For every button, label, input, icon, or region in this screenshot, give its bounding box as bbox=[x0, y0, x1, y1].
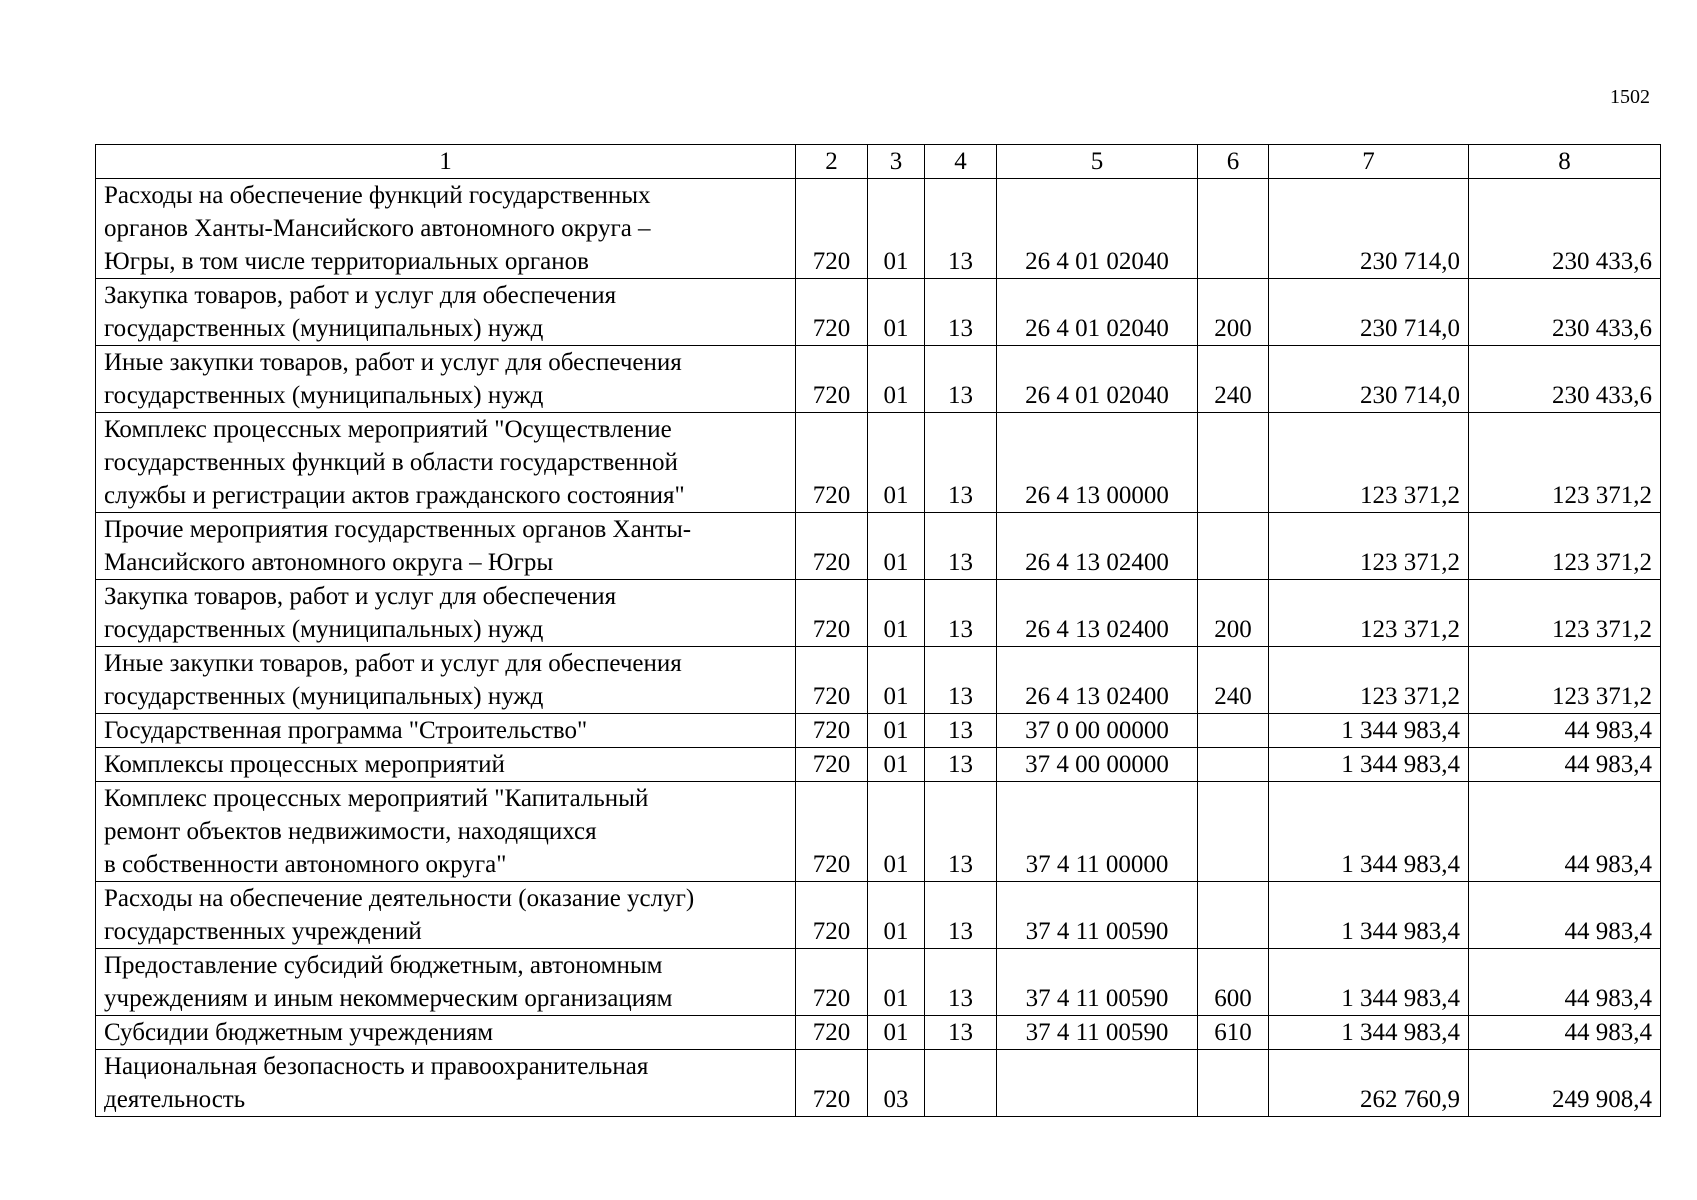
amount-2-cell: 249 908,4 bbox=[1469, 1050, 1661, 1117]
amount-1-cell: 123 371,2 bbox=[1269, 647, 1469, 714]
target-article-cell: 37 0 00 00000 bbox=[997, 714, 1198, 748]
section-code-cell: 03 bbox=[868, 1050, 925, 1117]
ved-code-cell: 720 bbox=[796, 647, 868, 714]
amount-1-cell: 123 371,2 bbox=[1269, 580, 1469, 647]
table-row bbox=[96, 1050, 1661, 1117]
target-article-cell: 26 4 13 02400 bbox=[997, 513, 1198, 580]
target-article-cell: 26 4 13 00000 bbox=[997, 413, 1198, 513]
section-code-cell: 01 bbox=[868, 782, 925, 882]
column-header-2: 2 bbox=[796, 145, 868, 179]
amount-2-cell: 44 983,4 bbox=[1469, 949, 1661, 1016]
target-article-cell: 26 4 01 02040 bbox=[997, 179, 1198, 279]
section-code-cell: 01 bbox=[868, 949, 925, 1016]
table-body bbox=[96, 179, 1661, 1117]
table-row bbox=[96, 513, 1661, 580]
section-code-cell: 01 bbox=[868, 413, 925, 513]
expense-type-cell bbox=[1198, 513, 1269, 580]
subsection-code-cell: 13 bbox=[925, 647, 997, 714]
expense-type-cell bbox=[1198, 1050, 1269, 1117]
ved-code-cell: 720 bbox=[796, 580, 868, 647]
amount-1-cell: 230 714,0 bbox=[1269, 279, 1469, 346]
column-header-6: 6 bbox=[1198, 145, 1269, 179]
budget-table bbox=[95, 144, 1661, 1117]
section-code-cell: 01 bbox=[868, 179, 925, 279]
row-name-cell: Иные закупки товаров, работ и услуг для обеспечения государственных (муниципальных) нужд bbox=[96, 647, 796, 714]
ved-code-cell: 720 bbox=[796, 949, 868, 1016]
target-article-cell: 26 4 01 02040 bbox=[997, 346, 1198, 413]
target-article-cell: 37 4 00 00000 bbox=[997, 748, 1198, 782]
subsection-code-cell bbox=[925, 1050, 997, 1117]
amount-1-cell: 1 344 983,4 bbox=[1269, 949, 1469, 1016]
section-code-cell: 01 bbox=[868, 1016, 925, 1050]
row-name-cell: Национальная безопасность и правоохранительная деятельность bbox=[96, 1050, 796, 1117]
section-code-cell: 01 bbox=[868, 714, 925, 748]
page-number: 1502 bbox=[1610, 86, 1650, 108]
ved-code-cell: 720 bbox=[796, 513, 868, 580]
target-article-cell: 26 4 13 02400 bbox=[997, 647, 1198, 714]
subsection-code-cell: 13 bbox=[925, 279, 997, 346]
table-row bbox=[96, 647, 1661, 714]
expense-type-cell bbox=[1198, 714, 1269, 748]
amount-2-cell: 123 371,2 bbox=[1469, 580, 1661, 647]
table-row bbox=[96, 748, 1661, 782]
row-name-cell: Расходы на обеспечение деятельности (оказание услуг) государственных учреждений bbox=[96, 882, 796, 949]
column-header-5: 5 bbox=[997, 145, 1198, 179]
amount-1-cell: 123 371,2 bbox=[1269, 413, 1469, 513]
amount-2-cell: 123 371,2 bbox=[1469, 513, 1661, 580]
table-row bbox=[96, 580, 1661, 647]
row-name-cell: Государственная программа "Строительство" bbox=[96, 714, 796, 748]
target-article-cell: 37 4 11 00000 bbox=[997, 782, 1198, 882]
row-name-cell: Комплексы процессных мероприятий bbox=[96, 748, 796, 782]
expense-type-cell bbox=[1198, 413, 1269, 513]
column-header-1: 1 bbox=[96, 145, 796, 179]
table-row bbox=[96, 714, 1661, 748]
row-name-cell: Предоставление субсидий бюджетным, автономным учреждениям и иным некоммерческим организациям bbox=[96, 949, 796, 1016]
row-name-cell: Комплекс процессных мероприятий "Капитальный ремонт объектов недвижимости, находящихся в собственности автономного округа" bbox=[96, 782, 796, 882]
amount-2-cell: 230 433,6 bbox=[1469, 179, 1661, 279]
amount-1-cell: 123 371,2 bbox=[1269, 513, 1469, 580]
row-name-cell: Комплекс процессных мероприятий "Осуществление государственных функций в области государственной службы и регистрации актов гражданского состояния" bbox=[96, 413, 796, 513]
section-code-cell: 01 bbox=[868, 748, 925, 782]
column-header-8: 8 bbox=[1469, 145, 1661, 179]
ved-code-cell: 720 bbox=[796, 279, 868, 346]
amount-1-cell: 230 714,0 bbox=[1269, 346, 1469, 413]
target-article-cell: 37 4 11 00590 bbox=[997, 949, 1198, 1016]
row-name-cell: Прочие мероприятия государственных органов Ханты- Мансийского автономного округа – Югры bbox=[96, 513, 796, 580]
expense-type-cell: 200 bbox=[1198, 279, 1269, 346]
amount-2-cell: 44 983,4 bbox=[1469, 882, 1661, 949]
amount-1-cell: 230 714,0 bbox=[1269, 179, 1469, 279]
row-name-cell: Субсидии бюджетным учреждениям bbox=[96, 1016, 796, 1050]
subsection-code-cell: 13 bbox=[925, 346, 997, 413]
row-name-cell: Иные закупки товаров, работ и услуг для обеспечения государственных (муниципальных) нужд bbox=[96, 346, 796, 413]
section-code-cell: 01 bbox=[868, 580, 925, 647]
amount-2-cell: 123 371,2 bbox=[1469, 413, 1661, 513]
amount-2-cell: 44 983,4 bbox=[1469, 748, 1661, 782]
ved-code-cell: 720 bbox=[796, 346, 868, 413]
section-code-cell: 01 bbox=[868, 346, 925, 413]
header-row bbox=[96, 145, 1661, 179]
target-article-cell bbox=[997, 1050, 1198, 1117]
row-name-cell: Расходы на обеспечение функций государственных органов Ханты-Мансийского автономного округа – Югры, в том числе территориальных органов bbox=[96, 179, 796, 279]
amount-2-cell: 44 983,4 bbox=[1469, 782, 1661, 882]
amount-1-cell: 262 760,9 bbox=[1269, 1050, 1469, 1117]
expense-type-cell: 200 bbox=[1198, 580, 1269, 647]
amount-2-cell: 230 433,6 bbox=[1469, 346, 1661, 413]
subsection-code-cell: 13 bbox=[925, 748, 997, 782]
table-row bbox=[96, 279, 1661, 346]
ved-code-cell: 720 bbox=[796, 1016, 868, 1050]
expense-type-cell: 240 bbox=[1198, 647, 1269, 714]
section-code-cell: 01 bbox=[868, 647, 925, 714]
table-row bbox=[96, 882, 1661, 949]
ved-code-cell: 720 bbox=[796, 882, 868, 949]
amount-2-cell: 44 983,4 bbox=[1469, 714, 1661, 748]
row-name-cell: Закупка товаров, работ и услуг для обеспечения государственных (муниципальных) нужд bbox=[96, 279, 796, 346]
row-name-cell: Закупка товаров, работ и услуг для обеспечения государственных (муниципальных) нужд bbox=[96, 580, 796, 647]
expense-type-cell: 610 bbox=[1198, 1016, 1269, 1050]
expense-type-cell bbox=[1198, 748, 1269, 782]
table-row bbox=[96, 413, 1661, 513]
amount-1-cell: 1 344 983,4 bbox=[1269, 1016, 1469, 1050]
amount-2-cell: 123 371,2 bbox=[1469, 647, 1661, 714]
subsection-code-cell: 13 bbox=[925, 1016, 997, 1050]
amount-1-cell: 1 344 983,4 bbox=[1269, 748, 1469, 782]
subsection-code-cell: 13 bbox=[925, 882, 997, 949]
subsection-code-cell: 13 bbox=[925, 782, 997, 882]
expense-type-cell bbox=[1198, 179, 1269, 279]
table-row bbox=[96, 346, 1661, 413]
column-header-7: 7 bbox=[1269, 145, 1469, 179]
subsection-code-cell: 13 bbox=[925, 413, 997, 513]
subsection-code-cell: 13 bbox=[925, 580, 997, 647]
amount-2-cell: 230 433,6 bbox=[1469, 279, 1661, 346]
target-article-cell: 37 4 11 00590 bbox=[997, 1016, 1198, 1050]
ved-code-cell: 720 bbox=[796, 782, 868, 882]
ved-code-cell: 720 bbox=[796, 179, 868, 279]
section-code-cell: 01 bbox=[868, 882, 925, 949]
subsection-code-cell: 13 bbox=[925, 714, 997, 748]
target-article-cell: 26 4 01 02040 bbox=[997, 279, 1198, 346]
ved-code-cell: 720 bbox=[796, 748, 868, 782]
ved-code-cell: 720 bbox=[796, 1050, 868, 1117]
expense-type-cell bbox=[1198, 782, 1269, 882]
expense-type-cell bbox=[1198, 882, 1269, 949]
amount-1-cell: 1 344 983,4 bbox=[1269, 782, 1469, 882]
table-row bbox=[96, 179, 1661, 279]
section-code-cell: 01 bbox=[868, 513, 925, 580]
subsection-code-cell: 13 bbox=[925, 179, 997, 279]
expense-type-cell: 600 bbox=[1198, 949, 1269, 1016]
column-header-4: 4 bbox=[925, 145, 997, 179]
ved-code-cell: 720 bbox=[796, 714, 868, 748]
target-article-cell: 26 4 13 02400 bbox=[997, 580, 1198, 647]
table-row bbox=[96, 949, 1661, 1016]
target-article-cell: 37 4 11 00590 bbox=[997, 882, 1198, 949]
ved-code-cell: 720 bbox=[796, 413, 868, 513]
amount-2-cell: 44 983,4 bbox=[1469, 1016, 1661, 1050]
table-row bbox=[96, 1016, 1661, 1050]
amount-1-cell: 1 344 983,4 bbox=[1269, 882, 1469, 949]
subsection-code-cell: 13 bbox=[925, 949, 997, 1016]
section-code-cell: 01 bbox=[868, 279, 925, 346]
amount-1-cell: 1 344 983,4 bbox=[1269, 714, 1469, 748]
column-header-3: 3 bbox=[868, 145, 925, 179]
subsection-code-cell: 13 bbox=[925, 513, 997, 580]
table-row bbox=[96, 782, 1661, 882]
expense-type-cell: 240 bbox=[1198, 346, 1269, 413]
